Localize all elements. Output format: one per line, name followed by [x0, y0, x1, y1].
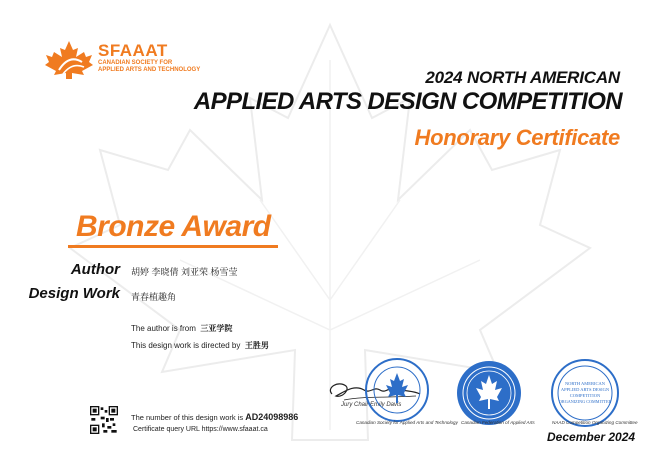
sfaaat-logo — [44, 40, 200, 80]
logo-subtitle-line2: APPLIED ARTS AND TECHNOLOGY — [98, 67, 201, 73]
design-work-value: 青春植趣角 — [131, 292, 177, 302]
work-code-prefix: The number of this design work is — [131, 413, 244, 422]
society-seal-caption: Canadian Society for Applied Arts and Technology — [356, 420, 458, 425]
committee-seal-caption: NAAD Competition Organizing Committee — [552, 420, 638, 425]
qr-code-icon[interactable] — [90, 406, 118, 434]
award-underline — [68, 245, 278, 248]
certificate-title: Honorary Certificate — [414, 125, 620, 150]
work-code-line — [131, 412, 298, 422]
school-value: 三亚学院 — [200, 324, 233, 333]
director-value: 王胜男 — [244, 341, 269, 350]
author-value: 胡婷 李晓倩 刘亚荣 杨雪莹 — [131, 267, 238, 277]
logo-subtitle-line1: CANADIAN SOCIETY FOR — [98, 60, 173, 66]
design-work-label: Design Work — [28, 285, 120, 302]
federation-seal — [455, 359, 523, 427]
committee-seal-line-2: APPLIED ARTS DESIGN — [560, 387, 610, 392]
logo-name: SFAAAT — [98, 41, 168, 60]
competition-year-line: 2024 NORTH AMERICAN — [425, 68, 620, 87]
committee-seal-line-4: ORGANIZING COMMITTEE — [558, 399, 612, 404]
society-seal — [364, 357, 430, 423]
committee-seal-line-3: COMPETITION — [569, 393, 601, 398]
competition-title: APPLIED ARTS DESIGN COMPETITION — [193, 88, 622, 115]
school-line — [131, 323, 232, 334]
committee-seal — [550, 358, 620, 428]
award-title: Bronze Award — [76, 210, 271, 243]
federation-seal-caption: Canadian Federation of Applied Arts — [461, 420, 535, 425]
work-code: AD24098986 — [245, 412, 299, 422]
director-line — [131, 340, 269, 351]
author-label: Author — [70, 261, 120, 278]
issue-date: December 2024 — [547, 430, 636, 444]
school-prefix: The author is from — [131, 324, 196, 333]
committee-seal-line-1: NORTH AMERICAN — [564, 381, 606, 386]
certificate-query-url[interactable]: Certificate query URL https://www.sfaaat.ca — [133, 426, 268, 433]
director-prefix: This design work is directed by — [131, 341, 241, 350]
maple-leaf-logo-icon — [44, 40, 94, 80]
jury-chair-caption: Jury Chair Emily Davis — [341, 402, 402, 408]
